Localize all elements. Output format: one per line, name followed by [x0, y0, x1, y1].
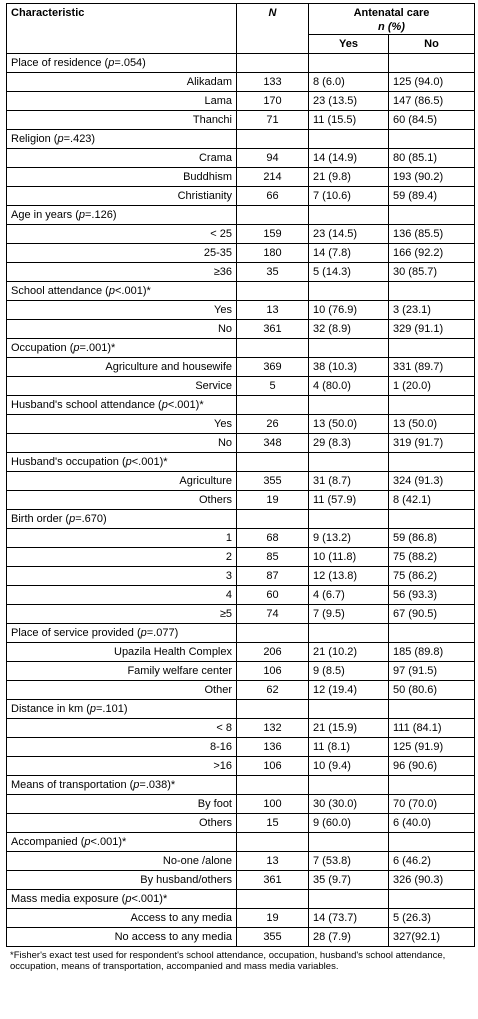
- row-no: 96 (90.6): [389, 757, 475, 776]
- group-empty-cell: [389, 282, 475, 301]
- table-row: [7, 244, 475, 263]
- row-no: 75 (86.2): [389, 567, 475, 586]
- group-title: [7, 396, 237, 415]
- header-row-1: [7, 4, 475, 35]
- table-row: [7, 149, 475, 168]
- table-row: [7, 491, 475, 510]
- row-yes: 23 (13.5): [309, 92, 389, 111]
- table-row: [7, 434, 475, 453]
- row-no: 324 (91.3): [389, 472, 475, 491]
- group-empty-cell: [237, 339, 309, 358]
- row-no: 1 (20.0): [389, 377, 475, 396]
- group-header-row: [7, 54, 475, 73]
- group-empty-cell: [237, 833, 309, 852]
- row-yes: 12 (13.8): [309, 567, 389, 586]
- table-row: [7, 909, 475, 928]
- group-p-symbol: p: [69, 513, 76, 525]
- row-no: 97 (91.5): [389, 662, 475, 681]
- group-p-symbol: p: [161, 399, 168, 411]
- group-p-value: =.101): [95, 703, 128, 715]
- row-n: 87: [237, 567, 309, 586]
- table-row: [7, 795, 475, 814]
- table-row: [7, 814, 475, 833]
- row-category: No-one /alone: [7, 852, 237, 871]
- row-category: 4: [7, 586, 237, 605]
- row-category: Agriculture and housewife: [7, 358, 237, 377]
- group-title: [7, 339, 237, 358]
- row-n: 133: [237, 73, 309, 92]
- group-p-value: =.077): [146, 627, 179, 639]
- row-yes: 14 (7.8): [309, 244, 389, 263]
- group-header-row: [7, 890, 475, 909]
- row-category: Access to any media: [7, 909, 237, 928]
- table-row: [7, 73, 475, 92]
- group-title-text: School attendance (: [11, 285, 109, 297]
- row-n: 94: [237, 149, 309, 168]
- group-header-row: [7, 776, 475, 795]
- group-header-row: [7, 396, 475, 415]
- row-no: 56 (93.3): [389, 586, 475, 605]
- row-yes: 11 (57.9): [309, 491, 389, 510]
- row-yes: 10 (76.9): [309, 301, 389, 320]
- row-category: 1: [7, 529, 237, 548]
- row-n: 136: [237, 738, 309, 757]
- group-title-text: Occupation (: [11, 342, 74, 354]
- row-yes: 11 (15.5): [309, 111, 389, 130]
- group-empty-cell: [237, 54, 309, 73]
- row-n: 26: [237, 415, 309, 434]
- row-category: >16: [7, 757, 237, 776]
- group-title-text: Birth order (: [11, 513, 70, 525]
- row-no: 30 (85.7): [389, 263, 475, 282]
- row-yes: 10 (9.4): [309, 757, 389, 776]
- row-category: Yes: [7, 301, 237, 320]
- group-empty-cell: [389, 700, 475, 719]
- row-n: 180: [237, 244, 309, 263]
- row-n: 85: [237, 548, 309, 567]
- row-no: 319 (91.7): [389, 434, 475, 453]
- group-p-value: =.001)*: [79, 342, 116, 354]
- group-header-row: [7, 282, 475, 301]
- group-empty-cell: [309, 700, 389, 719]
- row-category: 25-35: [7, 244, 237, 263]
- row-category: < 25: [7, 225, 237, 244]
- row-no: 111 (84.1): [389, 719, 475, 738]
- group-p-value: <.001)*: [131, 456, 168, 468]
- row-no: 50 (80.6): [389, 681, 475, 700]
- row-no: 80 (85.1): [389, 149, 475, 168]
- row-no: 331 (89.7): [389, 358, 475, 377]
- row-category: < 8: [7, 719, 237, 738]
- group-empty-cell: [389, 130, 475, 149]
- group-title-text: Age in years (: [11, 209, 79, 221]
- row-n: 355: [237, 472, 309, 491]
- row-n: 355: [237, 928, 309, 947]
- group-header-row: [7, 700, 475, 719]
- row-yes: 35 (9.7): [309, 871, 389, 890]
- table-body: [7, 4, 475, 947]
- row-yes: 32 (8.9): [309, 320, 389, 339]
- table-row: [7, 415, 475, 434]
- row-no: 125 (94.0): [389, 73, 475, 92]
- row-no: 67 (90.5): [389, 605, 475, 624]
- group-header-row: [7, 453, 475, 472]
- group-empty-cell: [309, 833, 389, 852]
- group-p-symbol: p: [140, 627, 147, 639]
- table-row: [7, 111, 475, 130]
- group-title: [7, 130, 237, 149]
- table-row: [7, 301, 475, 320]
- table-row: [7, 358, 475, 377]
- header-characteristic: Characteristic: [7, 4, 237, 54]
- header-yes: Yes: [309, 35, 389, 54]
- group-header-row: [7, 510, 475, 529]
- table-row: [7, 92, 475, 111]
- row-yes: 4 (80.0): [309, 377, 389, 396]
- group-title-text: Husband's school attendance (: [11, 399, 162, 411]
- group-title-text: Religion (: [11, 133, 58, 145]
- row-n: 74: [237, 605, 309, 624]
- group-title: [7, 833, 237, 852]
- row-no: 136 (85.5): [389, 225, 475, 244]
- group-header-row: [7, 130, 475, 149]
- group-empty-cell: [309, 890, 389, 909]
- table-row: [7, 871, 475, 890]
- row-no: 5 (26.3): [389, 909, 475, 928]
- row-n: 106: [237, 757, 309, 776]
- row-no: 147 (86.5): [389, 92, 475, 111]
- group-empty-cell: [389, 833, 475, 852]
- row-n: 13: [237, 852, 309, 871]
- group-header-row: [7, 833, 475, 852]
- row-no: 60 (84.5): [389, 111, 475, 130]
- row-no: 59 (86.8): [389, 529, 475, 548]
- group-empty-cell: [309, 54, 389, 73]
- table-row: [7, 643, 475, 662]
- row-yes: 9 (60.0): [309, 814, 389, 833]
- header-n-pct: n (%): [378, 21, 405, 33]
- row-category: Other: [7, 681, 237, 700]
- row-category: No: [7, 434, 237, 453]
- row-yes: 11 (8.1): [309, 738, 389, 757]
- group-empty-cell: [389, 453, 475, 472]
- table-row: [7, 681, 475, 700]
- row-yes: 9 (8.5): [309, 662, 389, 681]
- group-title: [7, 510, 237, 529]
- table-row: [7, 586, 475, 605]
- table-row: [7, 662, 475, 681]
- row-yes: 7 (53.8): [309, 852, 389, 871]
- row-category: No: [7, 320, 237, 339]
- row-yes: 31 (8.7): [309, 472, 389, 491]
- group-empty-cell: [309, 282, 389, 301]
- row-yes: 8 (6.0): [309, 73, 389, 92]
- row-n: 35: [237, 263, 309, 282]
- group-empty-cell: [389, 890, 475, 909]
- table-row: [7, 529, 475, 548]
- row-yes: 21 (15.9): [309, 719, 389, 738]
- row-yes: 7 (10.6): [309, 187, 389, 206]
- group-empty-cell: [237, 396, 309, 415]
- row-n: 361: [237, 871, 309, 890]
- group-title-text: Place of residence (: [11, 57, 109, 69]
- group-p-value: =.423): [63, 133, 96, 145]
- row-no: 6 (46.2): [389, 852, 475, 871]
- group-p-value: =.126): [85, 209, 117, 221]
- row-n: 348: [237, 434, 309, 453]
- row-n: 369: [237, 358, 309, 377]
- row-no: 327(92.1): [389, 928, 475, 947]
- row-yes: 10 (11.8): [309, 548, 389, 567]
- row-no: 326 (90.3): [389, 871, 475, 890]
- row-category: Others: [7, 491, 237, 510]
- antenatal-care-table: [6, 3, 475, 947]
- group-title: [7, 206, 237, 225]
- row-category: Service: [7, 377, 237, 396]
- group-p-symbol: p: [108, 57, 115, 69]
- row-n: 71: [237, 111, 309, 130]
- row-yes: 12 (19.4): [309, 681, 389, 700]
- row-no: 329 (91.1): [389, 320, 475, 339]
- row-yes: 4 (6.7): [309, 586, 389, 605]
- row-category: Agriculture: [7, 472, 237, 491]
- row-category: Alikadam: [7, 73, 237, 92]
- row-category: 3: [7, 567, 237, 586]
- group-header-row: [7, 339, 475, 358]
- group-empty-cell: [389, 339, 475, 358]
- row-n: 214: [237, 168, 309, 187]
- row-n: 60: [237, 586, 309, 605]
- row-category: Upazila Health Complex: [7, 643, 237, 662]
- table-row: [7, 472, 475, 491]
- row-no: 125 (91.9): [389, 738, 475, 757]
- group-title: [7, 624, 237, 643]
- row-n: 62: [237, 681, 309, 700]
- group-empty-cell: [237, 890, 309, 909]
- group-title-text: Husband's occupation (: [11, 456, 126, 468]
- group-p-symbol: p: [133, 779, 140, 791]
- group-empty-cell: [309, 510, 389, 529]
- row-category: Family welfare center: [7, 662, 237, 681]
- row-no: 185 (89.8): [389, 643, 475, 662]
- row-n: 159: [237, 225, 309, 244]
- group-p-symbol: p: [73, 342, 80, 354]
- row-n: 19: [237, 491, 309, 510]
- group-title-text: Accompanied (: [11, 836, 85, 848]
- group-p-value: =.054): [114, 57, 146, 69]
- group-title-text: Place of service provided (: [11, 627, 141, 639]
- header-no: No: [389, 35, 475, 54]
- table-row: [7, 567, 475, 586]
- group-empty-cell: [237, 130, 309, 149]
- row-category: By foot: [7, 795, 237, 814]
- group-empty-cell: [389, 776, 475, 795]
- group-title: [7, 776, 237, 795]
- table-row: [7, 757, 475, 776]
- row-no: 6 (40.0): [389, 814, 475, 833]
- row-no: 166 (92.2): [389, 244, 475, 263]
- group-p-value: =.670): [75, 513, 107, 525]
- row-category: By husband/others: [7, 871, 237, 890]
- table-row: [7, 377, 475, 396]
- row-no: 193 (90.2): [389, 168, 475, 187]
- row-category: 8-16: [7, 738, 237, 757]
- row-yes: 14 (14.9): [309, 149, 389, 168]
- header-antenatal-title: Antenatal care: [353, 7, 430, 19]
- table-row: [7, 605, 475, 624]
- row-category: Christianity: [7, 187, 237, 206]
- row-category: Buddhism: [7, 168, 237, 187]
- group-p-symbol: p: [78, 209, 85, 221]
- group-empty-cell: [309, 396, 389, 415]
- table-row: [7, 719, 475, 738]
- row-n: 132: [237, 719, 309, 738]
- row-no: 13 (50.0): [389, 415, 475, 434]
- row-yes: 9 (13.2): [309, 529, 389, 548]
- group-empty-cell: [237, 776, 309, 795]
- group-empty-cell: [309, 130, 389, 149]
- header-antenatal-care: [309, 4, 475, 35]
- row-yes: 5 (14.3): [309, 263, 389, 282]
- group-title-text: Mass media exposure (: [11, 893, 126, 905]
- row-n: 5: [237, 377, 309, 396]
- row-category: Thanchi: [7, 111, 237, 130]
- group-title-text: Distance in km (: [11, 703, 90, 715]
- row-n: 15: [237, 814, 309, 833]
- row-yes: 38 (10.3): [309, 358, 389, 377]
- table-row: [7, 263, 475, 282]
- table-row: [7, 738, 475, 757]
- row-no: 75 (88.2): [389, 548, 475, 567]
- row-no: 3 (23.1): [389, 301, 475, 320]
- group-p-value: <.001)*: [167, 399, 204, 411]
- row-yes: 29 (8.3): [309, 434, 389, 453]
- group-title: [7, 282, 237, 301]
- group-p-symbol: p: [84, 836, 91, 848]
- row-n: 13: [237, 301, 309, 320]
- row-n: 106: [237, 662, 309, 681]
- group-empty-cell: [309, 624, 389, 643]
- row-no: 70 (70.0): [389, 795, 475, 814]
- group-empty-cell: [237, 700, 309, 719]
- table-row: [7, 320, 475, 339]
- row-yes: 21 (10.2): [309, 643, 389, 662]
- row-yes: 21 (9.8): [309, 168, 389, 187]
- group-p-symbol: p: [57, 133, 64, 145]
- row-yes: 23 (14.5): [309, 225, 389, 244]
- group-p-symbol: p: [125, 456, 132, 468]
- group-empty-cell: [309, 776, 389, 795]
- group-empty-cell: [309, 453, 389, 472]
- group-title-text: Means of transportation (: [11, 779, 134, 791]
- table-row: [7, 928, 475, 947]
- group-empty-cell: [389, 510, 475, 529]
- group-empty-cell: [389, 624, 475, 643]
- row-n: 68: [237, 529, 309, 548]
- row-category: 2: [7, 548, 237, 567]
- table-row: [7, 225, 475, 244]
- row-category: Others: [7, 814, 237, 833]
- table-footnote: *Fisher's exact test used for respondent's school attendance, occupation, husband's school attendance, occupation, means of transportation, accompanied and mass media variables.: [10, 950, 446, 972]
- row-yes: 13 (50.0): [309, 415, 389, 434]
- group-p-value: <.001)*: [90, 836, 127, 848]
- group-header-row: [7, 624, 475, 643]
- row-no: 8 (42.1): [389, 491, 475, 510]
- group-header-row: [7, 206, 475, 225]
- group-empty-cell: [237, 624, 309, 643]
- table-row: [7, 548, 475, 567]
- row-n: 361: [237, 320, 309, 339]
- group-title: [7, 890, 237, 909]
- group-empty-cell: [309, 206, 389, 225]
- group-p-value: <.001)*: [114, 285, 151, 297]
- row-n: 66: [237, 187, 309, 206]
- group-empty-cell: [237, 282, 309, 301]
- group-empty-cell: [237, 206, 309, 225]
- row-category: ≥5: [7, 605, 237, 624]
- row-n: 19: [237, 909, 309, 928]
- group-empty-cell: [237, 510, 309, 529]
- row-yes: 14 (73.7): [309, 909, 389, 928]
- table-row: [7, 187, 475, 206]
- table-container: [6, 3, 474, 972]
- group-title: [7, 54, 237, 73]
- row-category: ≥36: [7, 263, 237, 282]
- row-category: Crama: [7, 149, 237, 168]
- row-category: Yes: [7, 415, 237, 434]
- row-n: 170: [237, 92, 309, 111]
- row-no: 59 (89.4): [389, 187, 475, 206]
- group-title: [7, 453, 237, 472]
- group-empty-cell: [389, 54, 475, 73]
- row-n: 206: [237, 643, 309, 662]
- table-row: [7, 168, 475, 187]
- row-yes: 30 (30.0): [309, 795, 389, 814]
- group-empty-cell: [389, 206, 475, 225]
- row-category: Lama: [7, 92, 237, 111]
- group-empty-cell: [237, 453, 309, 472]
- group-title: [7, 700, 237, 719]
- group-p-value: =.038)*: [139, 779, 176, 791]
- row-yes: 7 (9.5): [309, 605, 389, 624]
- row-category: No access to any media: [7, 928, 237, 947]
- header-n: N: [237, 4, 309, 54]
- group-p-symbol: p: [125, 893, 132, 905]
- row-yes: 28 (7.9): [309, 928, 389, 947]
- group-p-symbol: p: [89, 703, 96, 715]
- table-row: [7, 852, 475, 871]
- group-p-symbol: p: [108, 285, 115, 297]
- group-p-value: <.001)*: [131, 893, 168, 905]
- group-empty-cell: [309, 339, 389, 358]
- row-n: 100: [237, 795, 309, 814]
- group-empty-cell: [389, 396, 475, 415]
